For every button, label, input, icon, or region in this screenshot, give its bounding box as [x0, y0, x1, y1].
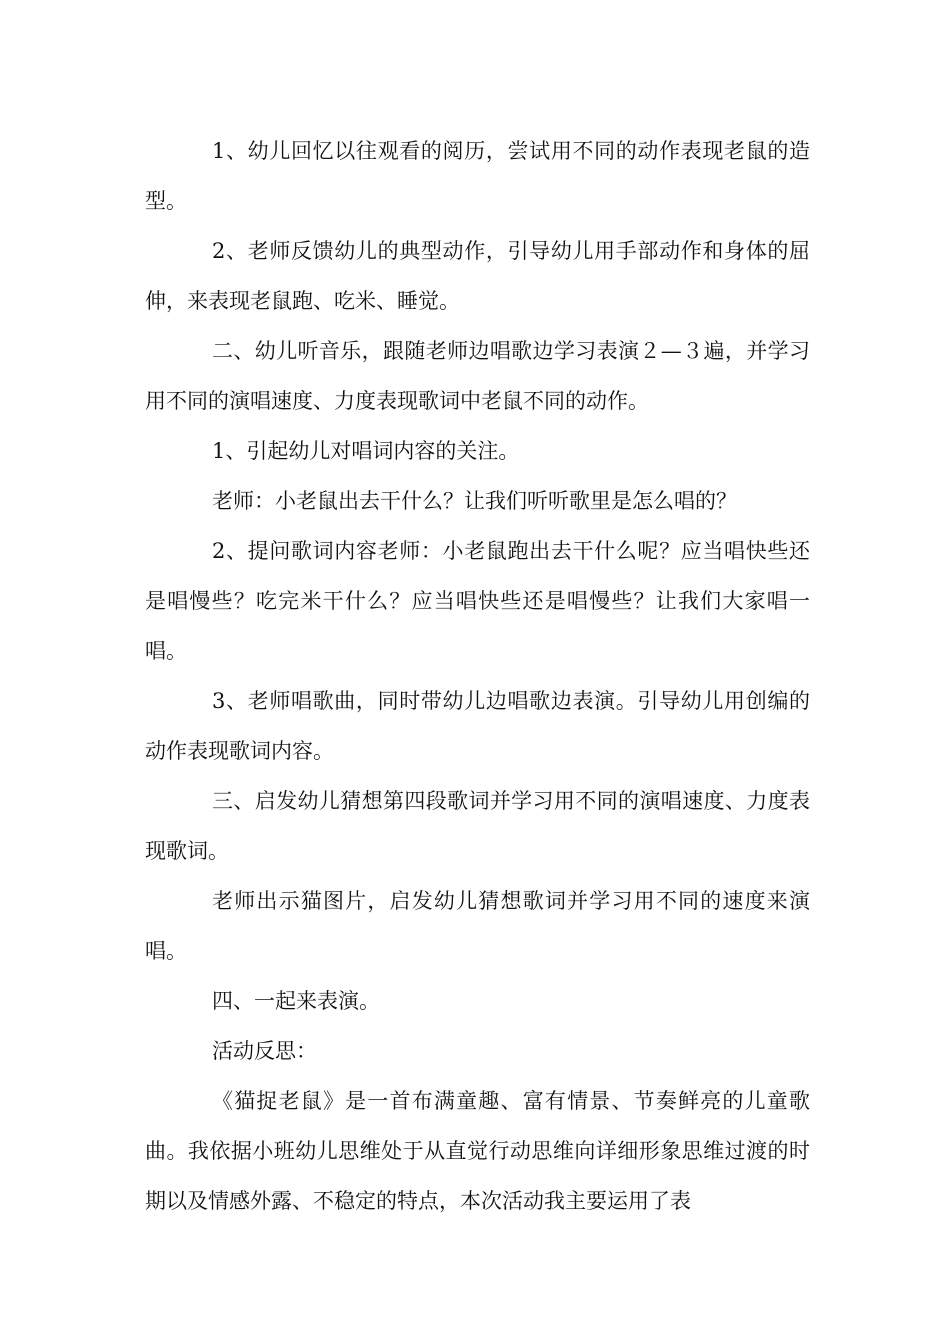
- paragraph: 1、幼儿回忆以往观看的阅历，尝试用不同的动作表现老鼠的造型。: [145, 139, 810, 213]
- paragraph: 活动反思：: [212, 1039, 317, 1063]
- paragraph: 《猫捉老鼠》是一首布满童趣、富有情景、节奏鲜亮的儿童歌曲。我依据小班幼儿思维处于从直觉行动思维向详细形象思维过渡的时期以及情感外露、不稳定的特点，本次活动我主要运用了表: [145, 1089, 810, 1213]
- paragraph: 二、幼儿听音乐，跟随老师边唱歌边学习表演２—３遍，并学习用不同的演唱速度、力度表现歌词中老鼠不同的动作。: [145, 339, 810, 413]
- document-body: [145, 126, 810, 1226]
- paragraph: 1、引起幼儿对唱词内容的关注。: [212, 439, 520, 463]
- paragraph: 3、老师唱歌曲，同时带幼儿边唱歌边表演。引导幼儿用创编的动作表现歌词内容。: [145, 689, 810, 763]
- paragraph: 三、启发幼儿猜想第四段歌词并学习用不同的演唱速度、力度表现歌词。: [145, 789, 810, 863]
- paragraph: 2、提问歌词内容老师：小老鼠跑出去干什么呢？应当唱快些还是唱慢些？吃完米干什么？应当唱快些还是唱慢些？让我们大家唱一唱。: [145, 539, 810, 663]
- paragraph: 2、老师反馈幼儿的典型动作，引导幼儿用手部动作和身体的屈伸，来表现老鼠跑、吃米、睡觉。: [145, 239, 810, 313]
- paragraph: 老师出示猫图片，启发幼儿猜想歌词并学习用不同的速度来演唱。: [145, 889, 810, 963]
- paragraph: 四、一起来表演。: [212, 989, 380, 1013]
- paragraph: 老师：小老鼠出去干什么？让我们听听歌里是怎么唱的？: [212, 489, 737, 513]
